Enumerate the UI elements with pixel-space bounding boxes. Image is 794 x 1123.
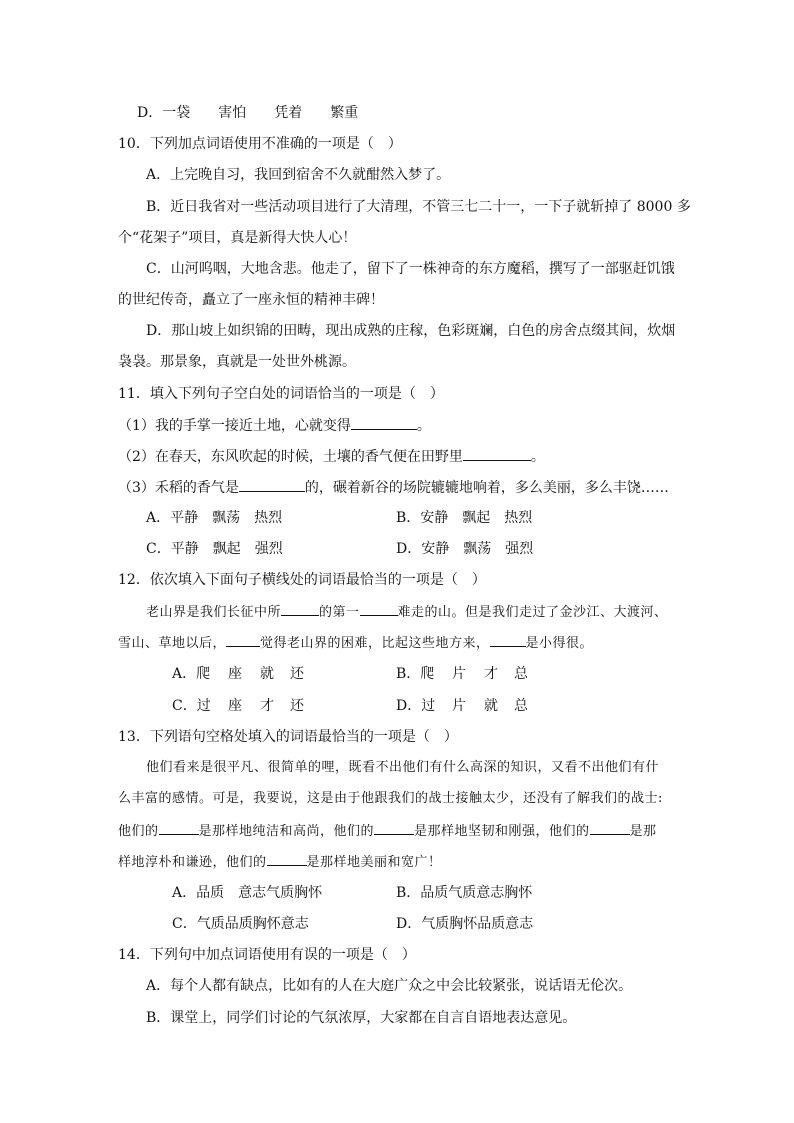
q11-s3-end: 的，碾着新谷的场院辘辘地响着，多么美丽，多么丰饶…… [304,480,669,496]
q14-option-b: B．课堂上，同学们讨论的气氛浓厚，大家都在自言自语地表达意见。 [146,1010,577,1026]
q13-option-d: D．气质胸怀品质意志 [396,916,534,932]
fill-blank [351,415,417,430]
q11-option-d: D．安静 飘荡 强烈 [396,541,534,557]
q12-b-1: B．爬 [396,666,435,682]
q10-option-a: A．上完晚自习，我回到宿舍不久就酣然入梦了。 [146,167,451,183]
q12-a-4: 还 [290,666,304,682]
q11-stem: 11．填入下列句子空白处的词语恰当的一项是（ ） [118,386,444,402]
q12-c-4: 还 [290,698,304,714]
q12-d-1: D．过 [396,698,436,714]
q13-passage-line3 [118,820,657,842]
q12-a-2: 座 [228,666,242,682]
q10-option-b-line2: 个“花架子”项目，真是新得大快人心！ [118,230,357,246]
q10-option-d-line2: 袅袅。那景象，真就是一处世外桃源。 [118,354,356,370]
q12-a-1: A．爬 [172,666,211,682]
q13-p3-end: 是那 [629,824,657,839]
q11-option-b: B．安静 飘起 热烈 [396,510,533,526]
q13-p4-text: 样地淳朴和谦逊，他们的 [118,855,267,870]
q12-d-3: 就 [484,698,498,714]
q11-option-c: C．平静 飘起 强烈 [146,541,283,557]
q11-s1-end: 。 [416,418,431,434]
fill-blank [226,632,260,647]
q9-option-d: D．一袋 害怕 凭着 繁重 [137,105,359,121]
q13-option-a: A．品质 意志气质胸怀 [172,885,323,901]
q12-stem: 12．依次填入下面句子横线处的词语最恰当的一项是（ ） [118,572,486,588]
q12-c-3: 才 [260,698,274,714]
q13-option-c: C．气质品质胸怀意志 [172,916,309,932]
q12-option-d [396,696,528,716]
q11-sentence-3 [118,477,669,498]
q10-stem: 10．下列加点词语使用不准确的一项是（ ） [118,136,402,152]
q12-d-2: 片 [452,698,466,714]
q11-sentence-1 [118,415,431,436]
q12-option-a [172,664,304,684]
q11-s2-end: 。 [530,449,545,465]
q13-p3-text: 他们的 [118,824,159,839]
fill-blank [374,820,414,835]
q11-sentence-2 [118,446,545,467]
q13-p3-mid1: 是那样地纯洁和高尚，他们的 [198,824,375,839]
q13-passage-line1: 他们看来是很平凡、很简单的哩，既看不出他们有什么高深的知识，又看不出他们有什 [146,760,660,775]
fill-blank [281,601,319,616]
fill-blank [463,446,531,461]
q13-passage-line4 [118,851,442,873]
q10-option-c-line2: 的世纪传奇，矗立了一座永恒的精神丰碑！ [118,292,384,308]
q12-a-3: 就 [260,666,274,682]
q11-s1-text: （1）我的手掌一接近土地，心就变得 [118,418,351,434]
q12-option-b [396,664,528,684]
fill-blank [490,632,526,647]
q13-option-b: B．品质气质意志胸怀 [396,885,533,901]
q13-p4-end: 是那样地美丽和宽广！ [306,855,442,870]
q12-p2-text: 雪山、草地以后， [118,636,227,651]
q12-p1-text: 老山界是我们长征中所 [146,605,282,620]
q12-c-1: C．过 [172,698,211,714]
q12-b-3: 才 [484,666,498,682]
q12-passage-line1 [146,601,668,623]
fill-blank [159,820,199,835]
q12-option-c [172,696,304,716]
q12-c-2: 座 [228,698,242,714]
q12-p1-end: 难走的山。但是我们走过了金沙江、大渡河、 [397,605,668,620]
q13-stem: 13．下列语句空格处填入的词语最恰当的一项是（ ） [118,729,458,745]
q11-s2-text: （2）在春天，东风吹起的时候，土壤的香气便在田野里 [118,449,463,465]
q10-option-c-line1: C．山河呜咽，大地含悲。他走了，留下了一株神奇的东方魔稻，撰写了一部驱赶饥饿 [146,261,675,277]
q14-option-a: A．每个人都有缺点，比如有的人在大庭广众之中会比较紧张，说话语无伦次。 [146,978,633,994]
q11-s3-text: （3）禾稻的香气是 [118,480,239,496]
q13-p3-mid2: 是那样地坚韧和刚强，他们的 [414,824,590,839]
q11-option-a: A．平静 飘荡 热烈 [146,510,283,526]
fill-blank [590,820,630,835]
q12-passage-line2 [118,632,593,654]
q12-d-4: 总 [514,698,528,714]
q12-p2-end: 是小得很。 [525,636,594,651]
q12-p2-mid: 觉得老山界的困难，比起这些地方来， [260,636,490,651]
q13-passage-line2: 么丰富的感情。可是，我要说，这是由于他跟我们的战士接触太少，还没有了解我们的战士: [118,791,663,806]
q12-p1-mid: 的第一 [319,605,360,620]
q10-option-d-line1: D．那山坡上如织锦的田畴，现出成熟的庄稼，色彩斑斓，白色的房舍点缀其间，炊烟 [146,323,676,339]
fill-blank [360,601,398,616]
q10-option-b-line1: B．近日我省对一些活动项目进行了大清理，不管三七二十一，一下子就斩掉了 8000 多 [146,199,691,215]
fill-blank [267,851,307,866]
q12-b-4: 总 [514,666,528,682]
q14-stem: 14．下列句中加点词语使用有误的一项是（ ） [118,947,416,963]
q12-b-2: 片 [452,666,466,682]
fill-blank [239,477,305,492]
